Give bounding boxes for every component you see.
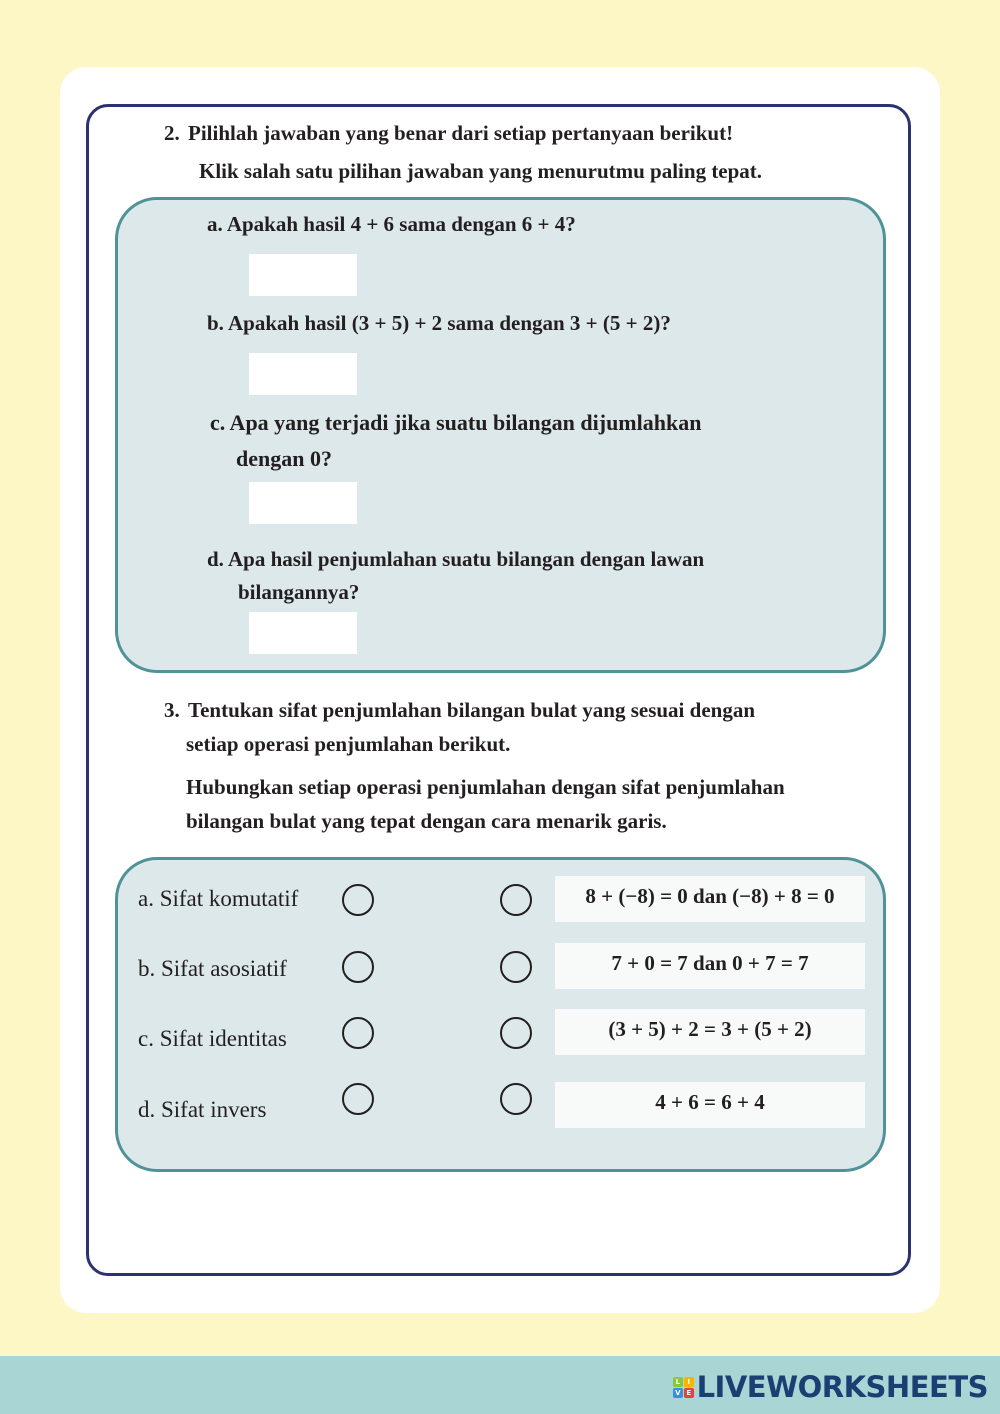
- q2-item-d-cont: bilangannya?: [238, 580, 360, 604]
- logo-letter: I: [684, 1377, 694, 1387]
- q3-number: 3.: [164, 698, 180, 722]
- q2-number: 2.: [164, 121, 180, 145]
- left-connector-a[interactable]: [342, 884, 374, 916]
- logo-text: LIVEWORKSHEETS: [696, 1370, 988, 1404]
- property-invers: d. Sifat invers: [138, 1097, 267, 1122]
- q2-instruction: Klik salah satu pilihan jawaban yang menurutmu paling tepat.: [199, 159, 763, 183]
- answer-box-a[interactable]: [249, 254, 357, 296]
- answer-box-b[interactable]: [249, 353, 357, 395]
- logo-letter: V: [673, 1388, 683, 1398]
- q3-line1: Tentukan sifat penjumlahan bilangan bulat yang sesuai dengan: [188, 698, 755, 722]
- operation-1: 8 + (−8) = 0 dan (−8) + 8 = 0: [555, 876, 865, 922]
- logo-letter: L: [673, 1377, 683, 1387]
- property-asosiatif: b. Sifat asosiatif: [138, 956, 287, 981]
- right-connector-3[interactable]: [500, 1017, 532, 1049]
- logo-letter: E: [684, 1388, 694, 1398]
- right-connector-4[interactable]: [500, 1083, 532, 1115]
- left-connector-c[interactable]: [342, 1017, 374, 1049]
- liveworksheets-logo[interactable]: [673, 1370, 988, 1404]
- q2-item-c: c. Apa yang terjadi jika suatu bilangan dijumlahkan: [210, 410, 702, 435]
- answer-box-c[interactable]: [249, 482, 357, 524]
- answer-box-d[interactable]: [249, 612, 357, 654]
- q3-line3: Hubungkan setiap operasi penjumlahan dengan sifat penjumlahan: [186, 775, 785, 799]
- logo-grid-icon: [673, 1377, 694, 1398]
- q3-line4: bilangan bulat yang tepat dengan cara menarik garis.: [186, 809, 667, 833]
- q3-line2: setiap operasi penjumlahan berikut.: [186, 732, 511, 756]
- operation-2: 7 + 0 = 7 dan 0 + 7 = 7: [555, 943, 865, 989]
- q2-item-d: d. Apa hasil penjumlahan suatu bilangan dengan lawan: [207, 547, 705, 571]
- operation-4: 4 + 6 = 6 + 4: [555, 1082, 865, 1128]
- left-connector-d[interactable]: [342, 1083, 374, 1115]
- right-connector-1[interactable]: [500, 884, 532, 916]
- operation-3: (3 + 5) + 2 = 3 + (5 + 2): [555, 1009, 865, 1055]
- q2-item-b: b. Apakah hasil (3 + 5) + 2 sama dengan 3 + (5 + 2)?: [207, 311, 671, 335]
- q2-item-a: a. Apakah hasil 4 + 6 sama dengan 6 + 4?: [207, 212, 576, 236]
- footer-bar: [0, 1356, 1000, 1414]
- q2-item-c-cont: dengan 0?: [236, 446, 332, 471]
- left-connector-b[interactable]: [342, 951, 374, 983]
- property-komutatif: a. Sifat komutatif: [138, 886, 299, 911]
- property-identitas: c. Sifat identitas: [138, 1026, 287, 1051]
- right-connector-2[interactable]: [500, 951, 532, 983]
- q2-title: Pilihlah jawaban yang benar dari setiap pertanyaan berikut!: [188, 121, 734, 145]
